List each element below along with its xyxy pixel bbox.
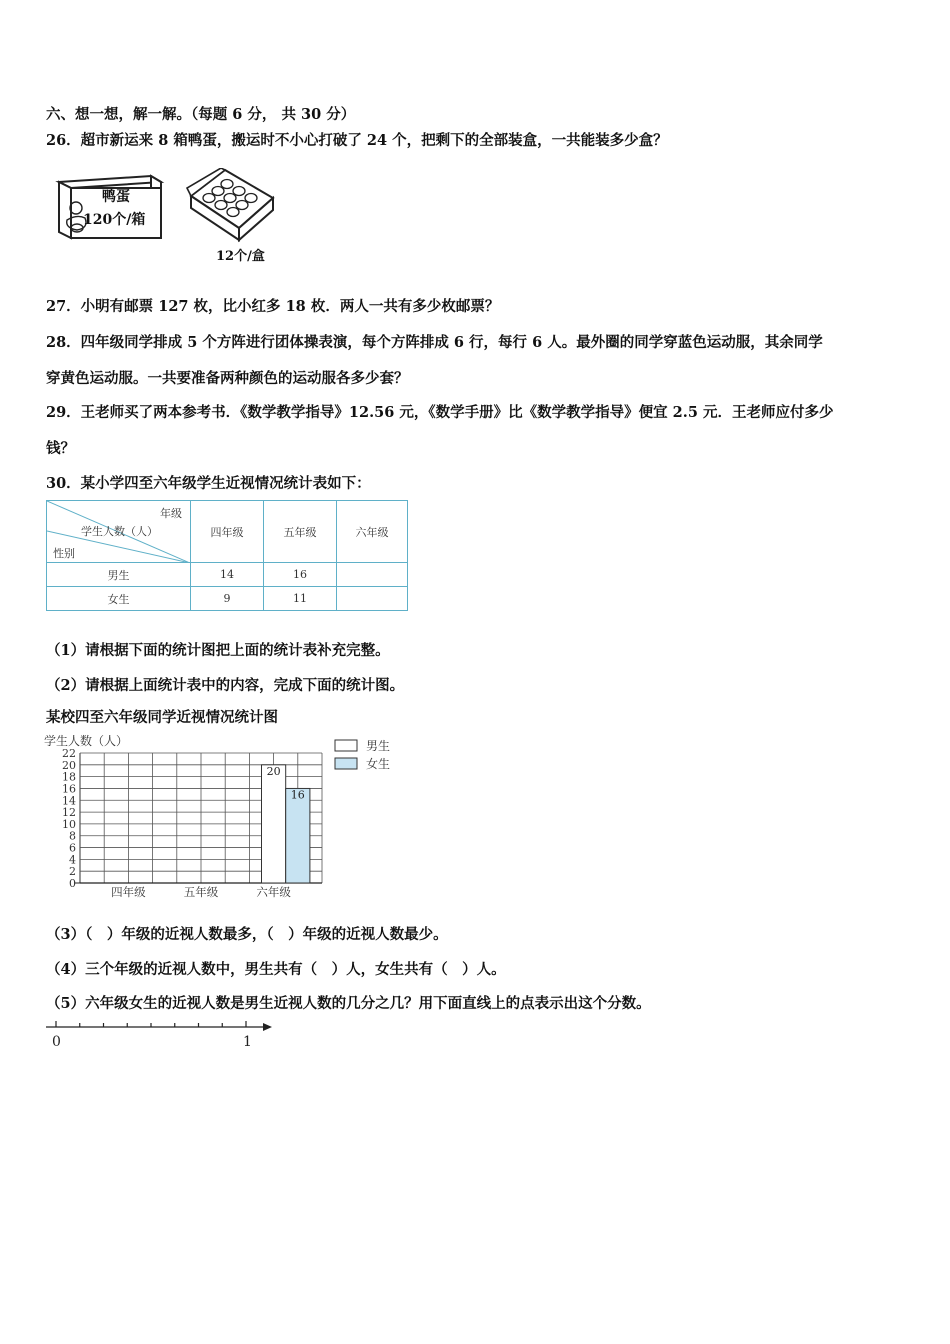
y-tick-label: 18 [62,770,76,784]
table-corner-cell [47,501,191,563]
table-row [47,587,408,611]
y-tick-label: 12 [62,806,76,820]
sub-question-2: （2）请根据上面统计表中的内容，完成下面的统计图。 [46,677,405,694]
egg-box-title: 鸭蛋 [102,189,130,205]
question-29-line1: 29．王老师买了两本参考书．《数学教学指导》12.56 元，《数学手册》比《数学教学指导》便宜 2.5 元．王老师应付多少 [46,404,834,421]
sub-question-5: （5）六年级女生的近视人数是男生近视人数的几分之几？用下面直线上的点表示出这个分数。 [46,995,651,1012]
y-tick-label: 14 [62,794,76,808]
value-cell: 9 [191,587,264,611]
bar-男生 [262,765,286,883]
legend-swatch [335,758,357,769]
legend-label: 女生 [366,757,391,771]
egg-carton-label: 12个/盒 [216,249,265,264]
y-tick-label: 10 [62,817,76,831]
value-cell: 14 [191,563,264,587]
value-cell: 11 [264,587,337,611]
y-tick-label: 6 [69,841,76,855]
grade-header: 四年级 [191,501,264,563]
number-line [40,1015,280,1051]
egg-carton-illustration [185,168,280,243]
bar-chart [40,730,420,900]
arrow-icon [263,1023,272,1031]
y-tick-label: 0 [69,877,76,890]
sub-question-3: （3）（ ）年级的近视人数最多，（ ）年级的近视人数最少。 [46,926,448,943]
question-27: 27．小明有邮票 127 枚，比小红多 18 枚．两人一共有多少枚邮票？ [46,298,500,315]
gender-cell: 女生 [47,587,191,611]
value-cell [337,587,408,611]
x-tick-label: 四年级 [111,885,146,899]
gender-cell: 男生 [47,563,191,587]
y-tick-label: 22 [62,747,76,760]
stats-table [46,500,408,611]
data-label: 20 [266,764,281,778]
y-tick-label: 20 [62,758,76,772]
corner-bottom-label: 性别 [53,547,75,560]
chart-legend [335,738,390,771]
egg-box-label: 120个/箱 [83,212,146,228]
table-row [47,563,408,587]
question-30-intro: 30．某小学四至六年级学生近视情况统计表如下： [46,475,371,492]
x-tick-label: 六年级 [256,885,291,899]
section-title: 六、想一想，解一解。（每题 6 分， 共 30 分） [46,106,356,123]
number-line-label-0: 0 [52,1034,61,1050]
grade-header: 五年级 [264,501,337,563]
y-tick-label: 8 [69,829,76,843]
question-29-line2: 钱？ [46,440,75,457]
question-28-line2: 穿黄色运动服。一共要准备两种颜色的运动服各多少套？ [46,370,409,387]
y-tick-label: 2 [69,865,76,879]
question-26: 26．超市新运来 8 箱鸭蛋，搬运时不小心打破了 24 个，把剩下的全部装盒，一共能装多少盒？ [46,132,668,149]
y-axis-label: 学生人数（人） [44,734,129,748]
y-tick-label: 16 [62,782,76,796]
grade-header: 六年级 [337,501,408,563]
egg-box-illustration [55,170,167,242]
sub-question-4: （4）三个年级的近视人数中，男生共有（ ）人，女生共有（ ）人。 [46,961,506,978]
value-cell [337,563,408,587]
chart-title: 某校四至六年级同学近视情况统计图 [46,709,278,726]
number-line-label-1: 1 [243,1034,252,1050]
value-cell: 16 [264,563,337,587]
corner-top-label: 年级 [160,507,182,520]
question-28-line1: 28．四年级同学排成 5 个方阵进行团体操表演，每个方阵排成 6 行，每行 6 人。最外圈的同学穿蓝色运动服，其余同学 [46,334,823,351]
data-label: 16 [290,788,305,802]
sub-question-1: （1）请根据下面的统计图把上面的统计表补充完整。 [46,642,390,659]
legend-label: 男生 [366,739,391,753]
corner-mid-label: 学生人数（人） [81,525,158,538]
bar-女生 [286,788,310,883]
y-tick-label: 4 [69,853,76,867]
x-tick-label: 五年级 [183,885,219,899]
legend-swatch [335,740,357,751]
